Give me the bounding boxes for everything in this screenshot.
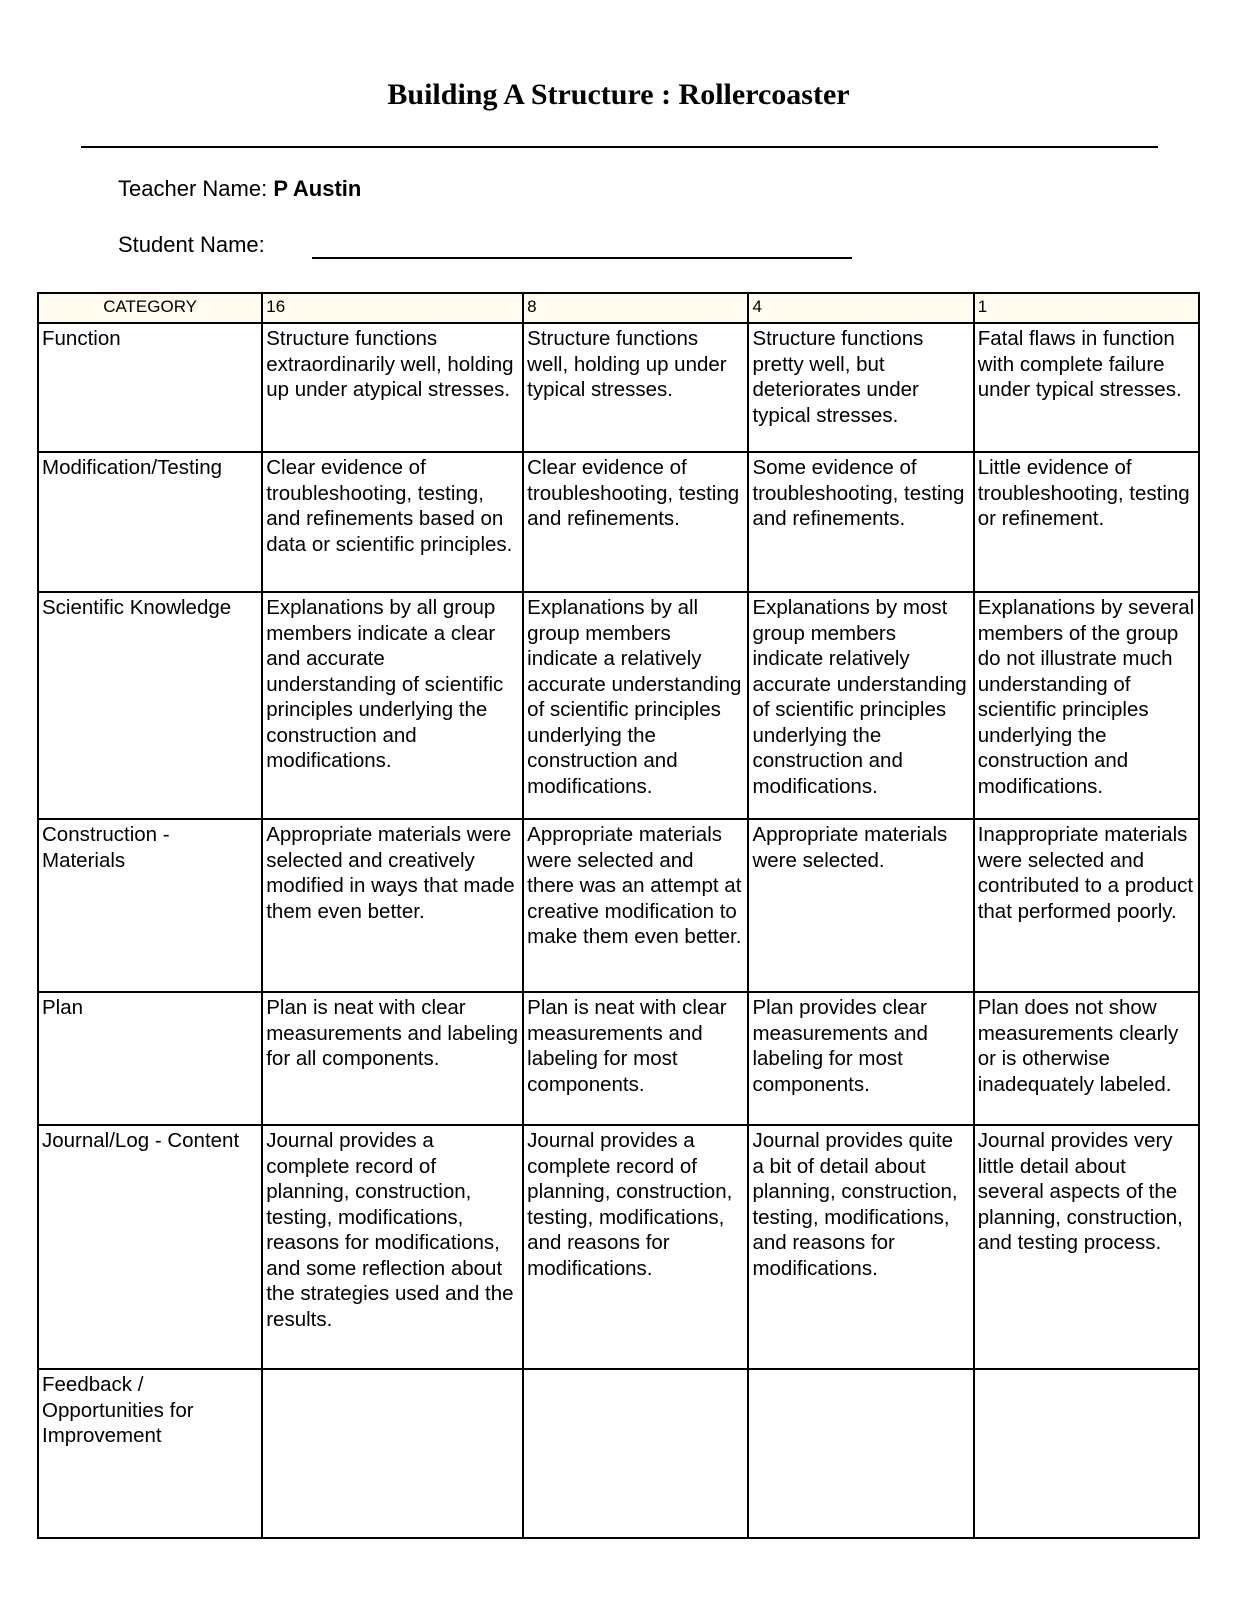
table-row xyxy=(38,323,1199,452)
criteria-cell: Journal provides a complete record of planning, construction, testing, modifications, and reasons for modifications. xyxy=(523,1125,748,1369)
category-cell: Feedback / Opportunities for Improvement xyxy=(38,1369,262,1538)
criteria-cell: Explanations by all group members indicate a clear and accurate understanding of scientific principles underlying the construction and modifications. xyxy=(262,592,523,819)
criteria-cell: Structure functions pretty well, but deteriorates under typical stresses. xyxy=(748,323,973,452)
header-score-4: 4 xyxy=(748,293,973,323)
category-cell: Modification/Testing xyxy=(38,452,262,592)
criteria-cell: Journal provides quite a bit of detail about planning, construction, testing, modifications, and reasons for modifications. xyxy=(748,1125,973,1369)
title-divider xyxy=(81,146,1158,148)
student-name-field[interactable] xyxy=(312,257,852,259)
criteria-cell: Explanations by most group members indicate relatively accurate understanding of scientific principles underlying the construction and modifications. xyxy=(748,592,973,819)
table-row xyxy=(38,452,1199,592)
feedback-cell[interactable] xyxy=(748,1369,973,1538)
table-row xyxy=(38,1369,1199,1538)
criteria-cell: Plan is neat with clear measurements and labeling for all components. xyxy=(262,992,523,1125)
header-score-1: 1 xyxy=(974,293,1199,323)
criteria-cell: Clear evidence of troubleshooting, testing and refinements. xyxy=(523,452,748,592)
header-category: CATEGORY xyxy=(38,293,262,323)
criteria-cell: Plan does not show measurements clearly or is otherwise inadequately labeled. xyxy=(974,992,1199,1125)
teacher-name-value: P Austin xyxy=(273,176,362,201)
criteria-cell: Fatal flaws in function with complete failure under typical stresses. xyxy=(974,323,1199,452)
rubric-header-row xyxy=(38,293,1199,323)
category-cell: Plan xyxy=(38,992,262,1125)
criteria-cell: Journal provides very little detail about several aspects of the planning, construction, and testing process. xyxy=(974,1125,1199,1369)
table-row xyxy=(38,592,1199,819)
criteria-cell: Appropriate materials were selected. xyxy=(748,819,973,992)
feedback-cell[interactable] xyxy=(523,1369,748,1538)
teacher-name-line xyxy=(118,176,361,202)
feedback-cell[interactable] xyxy=(974,1369,1199,1538)
header-score-8: 8 xyxy=(523,293,748,323)
table-row xyxy=(38,1125,1199,1369)
category-cell: Construction - Materials xyxy=(38,819,262,992)
criteria-cell: Explanations by several members of the group do not illustrate much understanding of scientific principles underlying the construction and modifications. xyxy=(974,592,1199,819)
teacher-name-label: Teacher Name: xyxy=(118,176,268,201)
criteria-cell: Inappropriate materials were selected and contributed to a product that performed poorly. xyxy=(974,819,1199,992)
criteria-cell: Journal provides a complete record of planning, construction, testing, modifications, reasons for modifications, and some reflection about the strategies used and the results. xyxy=(262,1125,523,1369)
category-cell: Function xyxy=(38,323,262,452)
table-row xyxy=(38,992,1199,1125)
feedback-cell[interactable] xyxy=(262,1369,523,1538)
criteria-cell: Structure functions well, holding up under typical stresses. xyxy=(523,323,748,452)
category-cell: Scientific Knowledge xyxy=(38,592,262,819)
criteria-cell: Appropriate materials were selected and creatively modified in ways that made them even better. xyxy=(262,819,523,992)
category-cell: Journal/Log - Content xyxy=(38,1125,262,1369)
rubric-table xyxy=(37,292,1200,1539)
criteria-cell: Some evidence of troubleshooting, testing and refinements. xyxy=(748,452,973,592)
criteria-cell: Structure functions extraordinarily well, holding up under atypical stresses. xyxy=(262,323,523,452)
student-name-label: Student Name: xyxy=(118,232,265,257)
criteria-cell: Clear evidence of troubleshooting, testing, and refinements based on data or scientific principles. xyxy=(262,452,523,592)
criteria-cell: Explanations by all group members indicate a relatively accurate understanding of scientific principles underlying the construction and modifications. xyxy=(523,592,748,819)
criteria-cell: Plan is neat with clear measurements and labeling for most components. xyxy=(523,992,748,1125)
header-score-16: 16 xyxy=(262,293,523,323)
criteria-cell: Appropriate materials were selected and there was an attempt at creative modification to make them even better. xyxy=(523,819,748,992)
criteria-cell: Plan provides clear measurements and labeling for most components. xyxy=(748,992,973,1125)
criteria-cell: Little evidence of troubleshooting, testing or refinement. xyxy=(974,452,1199,592)
table-row xyxy=(38,819,1199,992)
page-title: Building A Structure : Rollercoaster xyxy=(387,78,850,111)
